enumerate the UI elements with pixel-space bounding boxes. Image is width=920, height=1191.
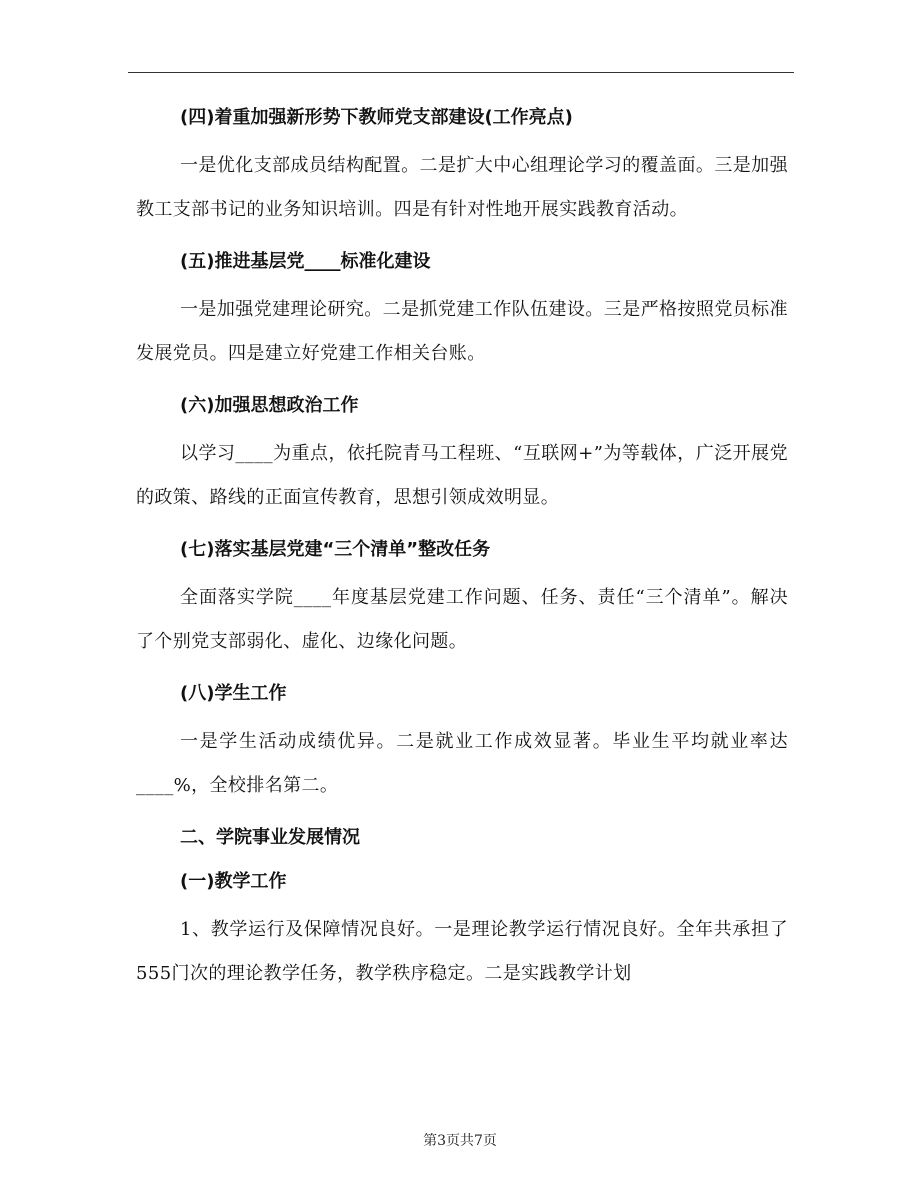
document-body [136, 100, 788, 1008]
chapter-heading: 二、学院事业发展情况 [180, 827, 360, 848]
section-heading: (八)学生工作 [180, 683, 287, 704]
section-heading: (一)教学工作 [180, 871, 287, 892]
section-5 [136, 244, 788, 376]
page-number: 第3页共7页 [423, 1133, 497, 1149]
section-paragraph: 全面落实学院____年度基层党建工作问题、任务、责任“三个清单”。解决了个别党支部弱化、虚化、边缘化问题。 [136, 587, 788, 652]
section-heading: (五)推进基层党____标准化建设 [180, 251, 431, 272]
section-4 [136, 100, 788, 232]
section-paragraph: 以学习____为重点，依托院青马工程班、“互联网+”为等载体，广泛开展党的政策、路线的正面宣传教育，思想引领成效明显。 [136, 443, 788, 508]
section-paragraph: 一是加强党建理论研究。二是抓党建工作队伍建设。三是严格按照党员标准发展党员。四是建立好党建工作相关台账。 [136, 299, 788, 364]
section-8 [136, 676, 788, 808]
header-rule [128, 72, 794, 73]
section-6 [136, 388, 788, 520]
section-paragraph: 1、教学运行及保障情况良好。一是理论教学运行情况良好。全年共承担了555门次的理论教学任务，教学秩序稳定。二是实践教学计划 [136, 919, 788, 984]
section-paragraph: 一是优化支部成员结构配置。二是扩大中心组理论学习的覆盖面。三是加强教工支部书记的业务知识培训。四是有针对性地开展实践教育活动。 [136, 155, 788, 220]
section-teaching [136, 864, 788, 996]
section-heading: (七)落实基层党建“三个清单”整改任务 [180, 539, 491, 560]
section-paragraph: 一是学生活动成绩优异。二是就业工作成效显著。毕业生平均就业率达____%，全校排名第二。 [136, 731, 788, 796]
chapter-2 [136, 820, 788, 856]
section-7 [136, 532, 788, 664]
section-heading: (六)加强思想政治工作 [180, 395, 359, 416]
section-heading: (四)着重加强新形势下教师党支部建设(工作亮点) [180, 107, 573, 128]
